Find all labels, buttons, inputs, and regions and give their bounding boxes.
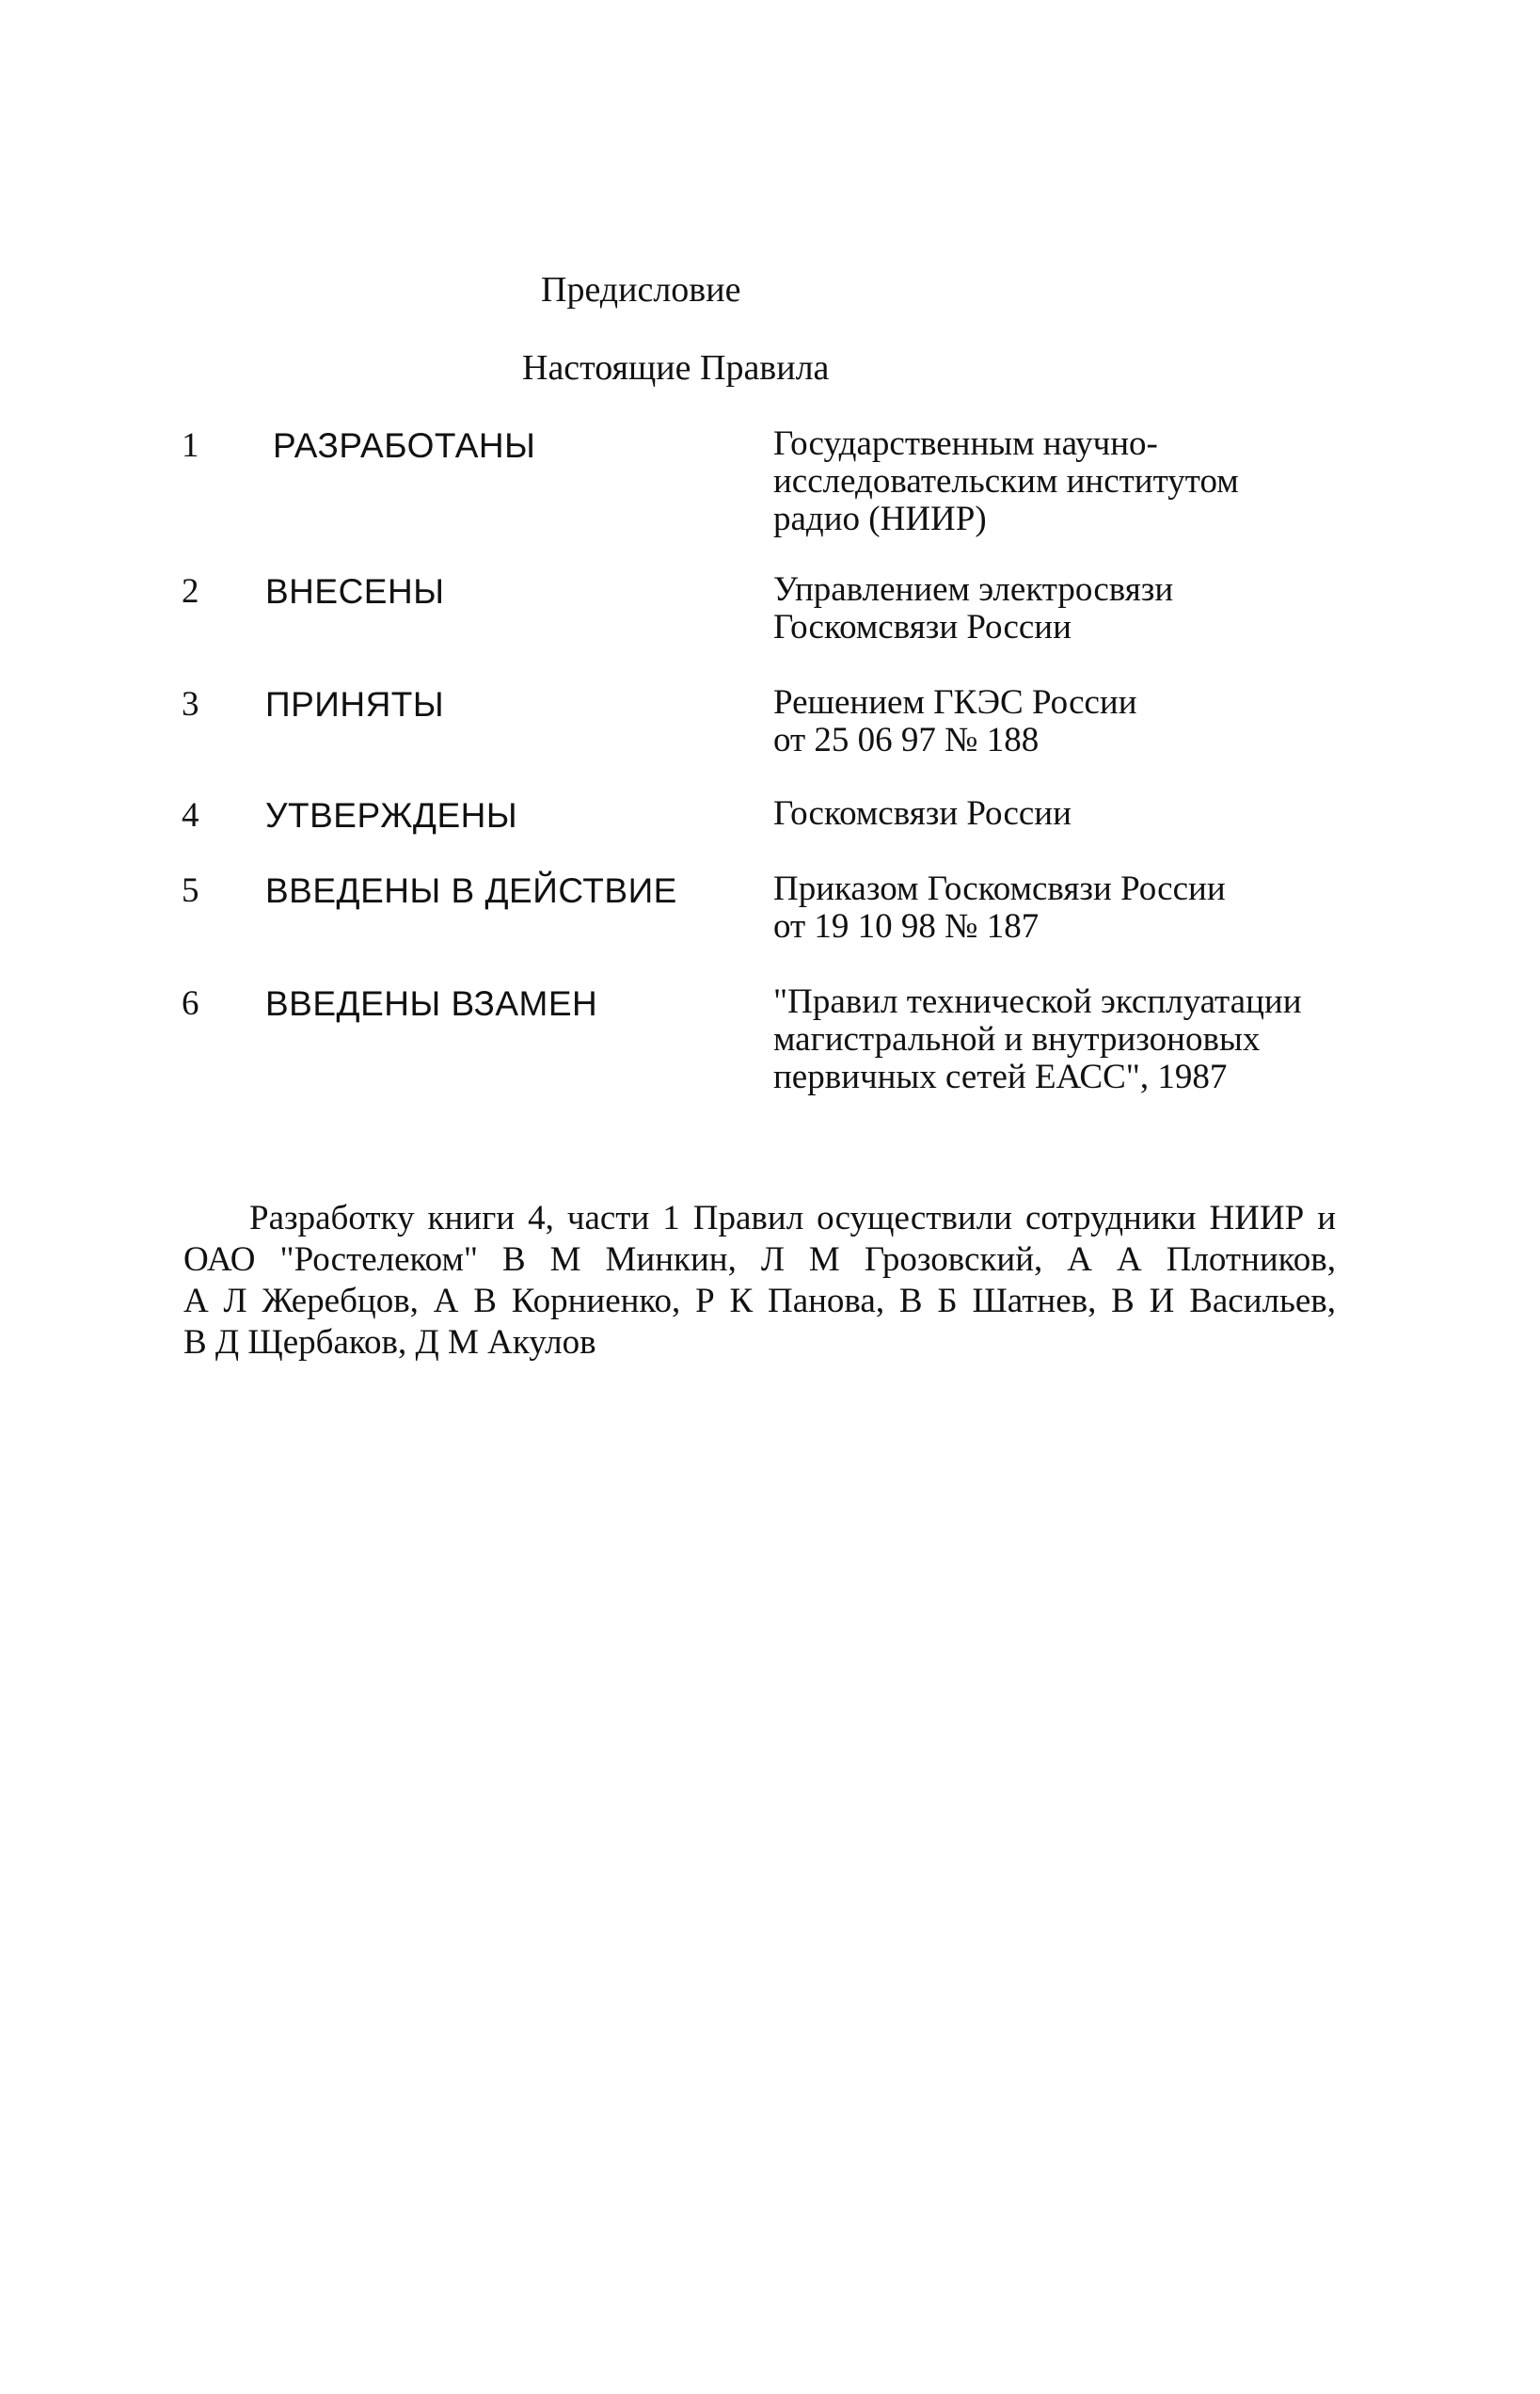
item-label: ВВЕДЕНЫ В ДЕЙСТВИЕ — [265, 871, 677, 910]
item-value-line: Управлением электросвязи — [773, 570, 1174, 609]
item-number: 4 — [182, 796, 199, 835]
item-value — [773, 795, 1469, 833]
item-value-line: исследовательским институтом — [773, 462, 1239, 501]
item-value-line: Госкомсвязи России — [773, 608, 1072, 646]
item-value-line: от 19 10 98 № 187 — [773, 907, 1040, 946]
paragraph-line: В Д Щербаков, Д М Акулов — [183, 1323, 596, 1362]
paragraph-line: Разработку книги 4, части 1 Правил осуществили сотрудники НИИР и — [249, 1199, 1336, 1237]
item-number: 6 — [182, 984, 199, 1023]
item-value — [773, 425, 1469, 538]
item-value-line: магистральной и внутризоновых — [773, 1020, 1261, 1059]
item-value — [773, 684, 1469, 759]
item-number: 2 — [182, 572, 199, 611]
item-label: ВВЕДЕНЫ ВЗАМЕН — [265, 984, 598, 1023]
item-label: ПРИНЯТЫ — [265, 685, 445, 724]
item-value-line: Государственным научно- — [773, 424, 1158, 463]
paragraph-line: А Л Жеребцов, А В Корниенко, Р К Панова, В Б Шатнев, В И Васильев, — [183, 1282, 1336, 1320]
item-value — [773, 983, 1469, 1096]
item-number: 1 — [182, 426, 199, 465]
item-value-line: Госкомсвязи России — [773, 794, 1072, 833]
item-number: 3 — [182, 685, 199, 724]
item-label: ВНЕСЕНЫ — [265, 572, 445, 611]
preface-title: Предисловие — [541, 270, 741, 310]
item-value-line: радио (НИИР) — [773, 500, 987, 538]
item-label: РАЗРАБОТАНЫ — [273, 426, 536, 465]
item-label: УТВЕРЖДЕНЫ — [265, 796, 518, 835]
item-value-line: от 25 06 97 № 188 — [773, 721, 1040, 759]
paragraph-line: ОАО "Ростелеком" В М Минкин, Л М Грозовский, А А Плотников, — [183, 1240, 1336, 1279]
contributors-paragraph — [183, 1198, 1336, 1364]
item-value — [773, 870, 1469, 946]
item-number: 5 — [182, 871, 199, 910]
item-value-line: Приказом Госкомсвязи России — [773, 870, 1226, 908]
item-value-line: первичных сетей ЕАСС", 1987 — [773, 1058, 1228, 1096]
item-value — [773, 571, 1469, 646]
item-value-line: Решением ГКЭС России — [773, 683, 1137, 722]
intro-line: Настоящие Правила — [522, 348, 830, 388]
item-value-line: "Правил технической эксплуатации — [773, 982, 1302, 1021]
